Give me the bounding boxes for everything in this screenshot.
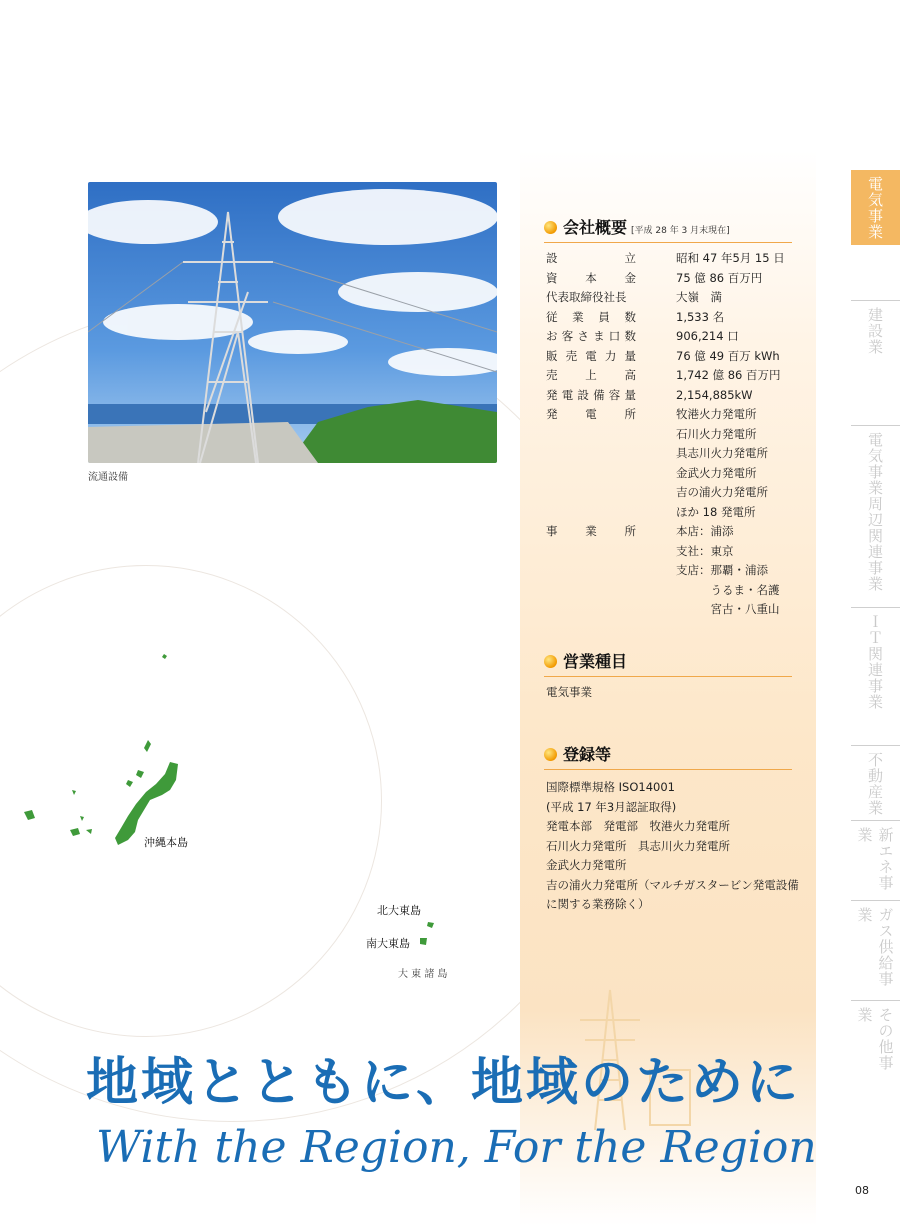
map-label-daito-islands: 大 東 諸 島	[398, 969, 448, 980]
registration-line: 石川火力発電所 具志川火力発電所	[546, 838, 730, 853]
bullet-dot-icon	[544, 748, 557, 761]
section-tab-label: その他事業	[855, 1007, 895, 1071]
bullet-dot-icon	[544, 655, 557, 668]
bullet-dot-icon	[544, 221, 557, 234]
section-tab-label: ＩＴ関連事業	[866, 614, 884, 710]
company-row-value: 吉の浦火力発電所	[676, 485, 768, 499]
company-row-key: 設 立	[546, 251, 636, 265]
transmission-tower-photo	[88, 182, 497, 463]
business-type-item: 電気事業	[546, 685, 592, 699]
business-type-heading: 営業種目	[544, 649, 792, 677]
company-row-value: 昭和 47 年5月 15 日	[676, 251, 785, 265]
registration-line: 吉の浦火力発電所（マルチガスタービン発電設備	[546, 877, 799, 892]
company-row-key: 発 電 設 備 容 量	[546, 387, 636, 402]
company-row-key: 従 業 員 数	[546, 309, 636, 324]
section-tab[interactable]	[851, 900, 900, 999]
company-row-key: 販 売 電 力 量	[546, 348, 636, 363]
company-row-value: 906,214 口	[676, 329, 739, 343]
company-row-key: 発 電 所	[546, 407, 636, 421]
section-tab-label: 電気事業周辺関連事業	[866, 432, 884, 592]
registration-heading: 登録等	[544, 742, 792, 770]
company-row-value: 石川火力発電所	[676, 426, 757, 441]
company-row-value: うるま・名護	[676, 582, 780, 597]
company-overview-heading: 会社概要 [平成 28 年 3 月末現在]	[544, 215, 792, 243]
company-row-value: 具志川火力発電所	[676, 446, 768, 460]
section-tab-label: ガス供給事業	[855, 907, 895, 987]
company-row-value: 1,742 億 86 百万円	[676, 368, 781, 382]
map-label-kitadaito: 北大東島	[377, 904, 421, 917]
section-tab-label: 電気事業	[866, 176, 884, 240]
section-tab-label: 不動産業	[866, 752, 884, 816]
registration-line: 国際標準規格 ISO14001	[546, 780, 675, 794]
company-row-value: 2,154,885kW	[676, 387, 753, 402]
page-title-en: With the Region, For the Region	[96, 1122, 817, 1173]
company-row-key: 代表取締役社長	[546, 290, 627, 304]
company-row-key: 事 業 所	[546, 524, 636, 538]
page-title-jp: 地域とともに、地域のために	[86, 1052, 802, 1113]
company-row-key: 売 上 高	[546, 368, 636, 382]
company-row-value: 75 億 86 百万円	[676, 270, 763, 285]
company-row-value: 金武火力発電所	[676, 465, 757, 480]
map-label-okinawa-main: 沖縄本島	[144, 836, 188, 849]
registration-line: (平成 17 年3月認証取得)	[546, 799, 677, 814]
section-tab[interactable]	[851, 820, 900, 899]
section-tab[interactable]	[851, 607, 900, 746]
company-row-value: 宮古・八重山	[676, 602, 780, 616]
section-tab-label: 建設業	[866, 307, 884, 355]
section-tab[interactable]	[851, 170, 900, 245]
section-tab[interactable]	[851, 425, 900, 606]
company-row-value: 76 億 49 百万 kWh	[676, 348, 780, 363]
section-tab[interactable]	[851, 1000, 900, 1085]
company-row-value: 牧港火力発電所	[676, 407, 757, 421]
page-number: 08	[855, 1184, 869, 1197]
company-row-value: 支店：那覇・浦添	[676, 563, 768, 577]
company-row-value: ほか 18 発電所	[676, 504, 756, 519]
registration-line: 発電本部 発電部 牧港火力発電所	[546, 819, 730, 833]
company-row-value: 大嶺 満	[676, 290, 722, 304]
registration-line: 金武火力発電所	[546, 858, 627, 872]
photo-caption: 流通設備	[88, 472, 128, 483]
map-label-minamidaito: 南大東島	[366, 937, 410, 950]
company-row-value: 本店：浦添	[676, 524, 734, 538]
section-tab-label: 新エネ事業	[855, 827, 895, 891]
registration-line: に関する業務除く）	[546, 897, 650, 911]
section-tab[interactable]	[851, 745, 900, 818]
company-row-value: 支社：東京	[676, 543, 734, 558]
company-row-value: 1,533 名	[676, 309, 725, 324]
section-tab[interactable]	[851, 300, 900, 423]
company-row-key: 資 本 金	[546, 270, 636, 285]
company-row-key: お 客 さ ま 口 数	[546, 329, 636, 343]
